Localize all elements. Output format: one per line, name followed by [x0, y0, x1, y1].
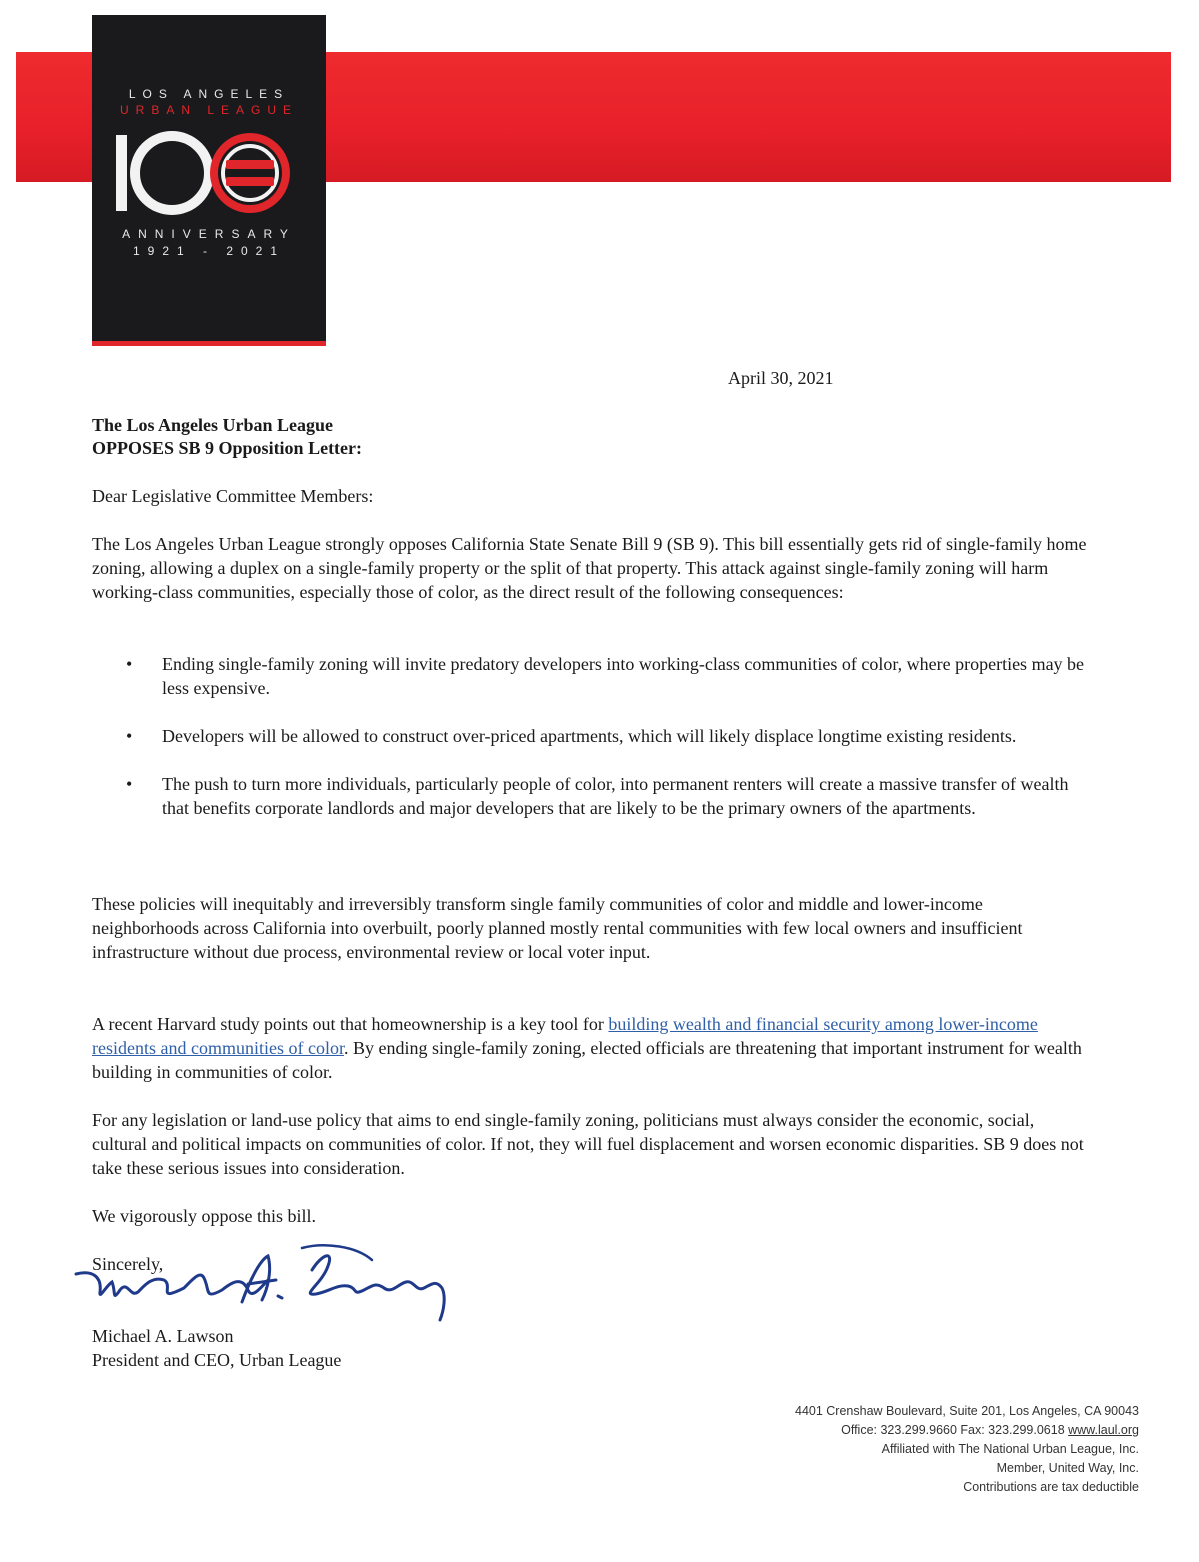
heading-line-2: OPPOSES SB 9 Opposition Letter: [92, 438, 363, 458]
logo-city-text: LOS ANGELES [128, 87, 290, 101]
logo-org-text: URBAN LEAGUE [119, 103, 299, 117]
paragraph-closing: We vigorously oppose this bill. [92, 1206, 317, 1226]
logo-anniversary-text: ANNIVERSARY [122, 227, 296, 241]
letter-heading [92, 414, 362, 460]
signer-title: President and CEO, Urban League [92, 1350, 342, 1370]
list-item-text: The push to turn more individuals, particularly people of color, into permanent renters will create a massive transfer of wealth that benefits corporate landlords and major developers that are likely to be the primary owners of the apartments. [162, 774, 1069, 818]
harvard-study-link[interactable]: building wealth and financial security among lower-income residents and communities of color [92, 1014, 1038, 1058]
heading-line-1: The Los Angeles Urban League [92, 415, 334, 435]
paragraph-text: A recent Harvard study points out that homeownership is a key tool for [92, 1014, 609, 1034]
letter-date: April 30, 2021 [728, 368, 834, 388]
signer-name: Michael A. Lawson [92, 1326, 234, 1346]
paragraph-considerations: For any legislation or land-use policy that aims to end single-family zoning, politicians must always consider the economic, social, cultural and political impacts on communities of color. If not, they will fuel displacement and worsen economic disparities. SB 9 does not take these serious issues into consideration. [92, 1110, 1084, 1178]
list-item [92, 652, 1092, 700]
paragraph-intro: The Los Angeles Urban League strongly opposes California State Senate Bill 9 (SB 9). This bill essentially gets rid of single-family home zoning, allowing a duplex on a single-family property or the split of that property. This attack against single-family zoning will harm working-class communities, especially those of color, as the direct result of the following consequences: [92, 534, 1087, 602]
footer-website-link[interactable]: www.laul.org [1068, 1423, 1139, 1437]
list-item [92, 724, 1092, 748]
logo-years-text: 1921 - 2021 [132, 244, 286, 258]
footer-membership: Member, United Way, Inc. [996, 1461, 1139, 1475]
paragraph-text: . By ending single-family zoning, elected officials are threatening that important instrument for wealth building in communities of color. [92, 1038, 1082, 1082]
footer-affiliation: Affiliated with The National Urban League, Inc. [881, 1442, 1139, 1456]
paragraph-harvard-study [92, 1012, 1092, 1084]
paragraph-policies: These policies will inequitably and irreversibly transform single family communities of color and middle and lower-income neighborhoods across California into overbuilt, poorly planned mostly rental communities with few local owners and insufficient infrastructure without due process, environmental review or local voter input. [92, 894, 1023, 962]
signer-block [92, 1324, 341, 1372]
footer-address: 4401 Crenshaw Boulevard, Suite 201, Los Angeles, CA 90043 [795, 1404, 1139, 1418]
bullet-icon: • [126, 654, 133, 674]
salutation: Dear Legislative Committee Members: [92, 486, 374, 506]
letterhead-footer [795, 1402, 1139, 1497]
bullet-icon: • [126, 774, 133, 794]
footer-tax-note: Contributions are tax deductible [963, 1480, 1139, 1494]
handwritten-signature [72, 1240, 452, 1330]
consequence-list [92, 652, 1092, 844]
bullet-icon: • [126, 726, 133, 746]
list-item [92, 772, 1092, 820]
anniversary-logo [92, 15, 326, 346]
logo-100-graphic [92, 15, 326, 341]
list-item-text: Ending single-family zoning will invite predatory developers into working-class communities of color, where properties may be less expensive. [162, 654, 1085, 698]
signoff: Sincerely, [92, 1254, 164, 1274]
list-item-text: Developers will be allowed to construct over-priced apartments, which will likely displace longtime existing residents. [162, 726, 1017, 746]
footer-phone-fax: Office: 323.299.9660 Fax: 323.299.0618 [841, 1423, 1069, 1437]
footer-contact [795, 1421, 1139, 1440]
